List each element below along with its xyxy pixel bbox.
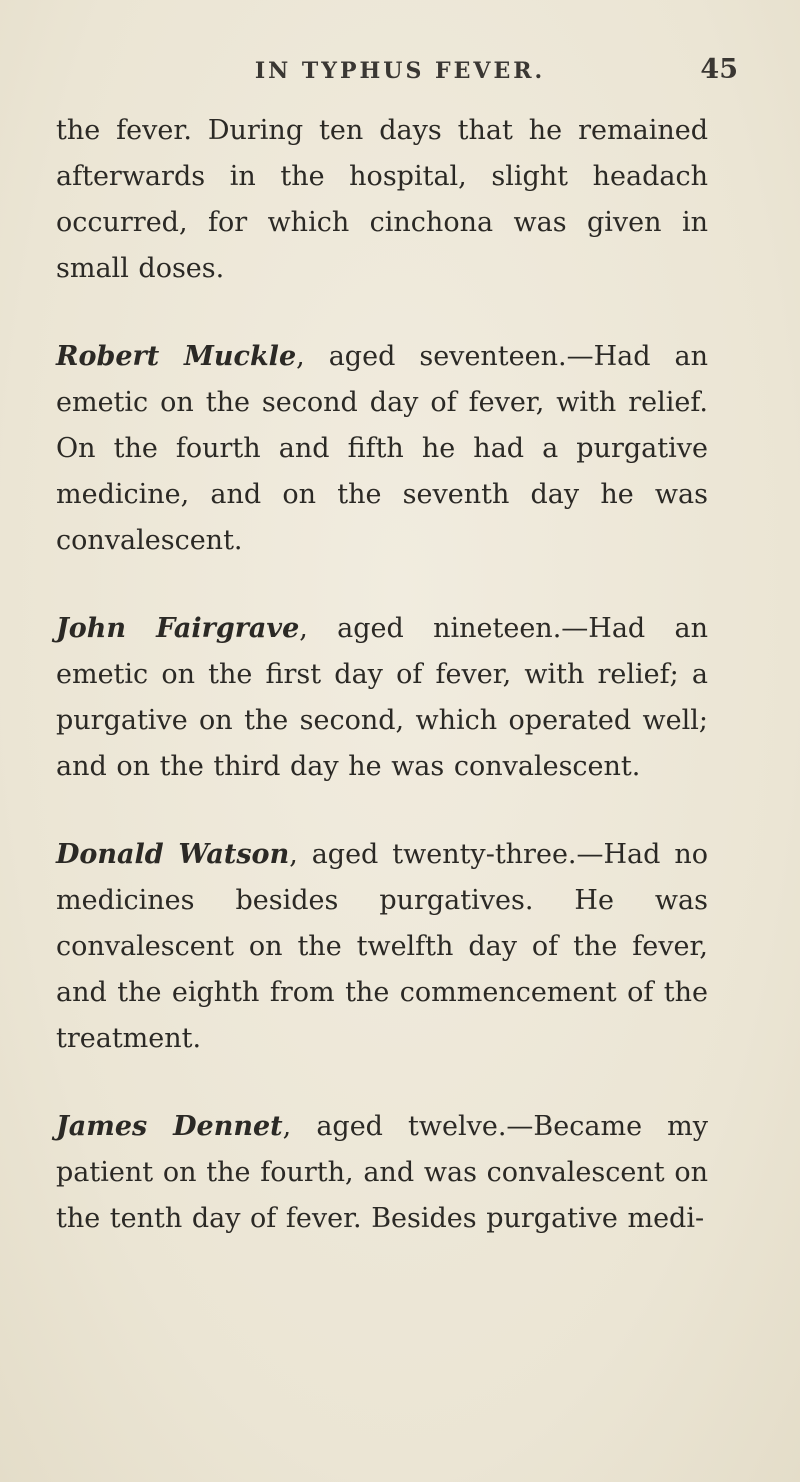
patient-name: James Dennet bbox=[56, 1111, 283, 1142]
paragraph-text: , aged nineteen.—Had an emetic on the first day of fever, with relief; a purgative on the second, which operated well; and on the third day he was convalescent. bbox=[56, 613, 708, 782]
patient-name: Donald Watson bbox=[56, 839, 290, 870]
paragraph-text: , aged seventeen.—Had an emetic on the second day of fever, with relief. On the fourth and fifth he had a purgative medicine, and on the seventh day he was convalescent. bbox=[56, 341, 708, 556]
paragraph-text: , aged twelve.—Became my patient on the fourth, and was convalescent on the tenth day of fever. Besides purgative medi- bbox=[56, 1111, 709, 1234]
case-james-dennet bbox=[56, 1104, 708, 1242]
running-title: IN TYPHUS FEVER. bbox=[254, 58, 546, 84]
case-john-fairgrave bbox=[56, 606, 708, 790]
case-robert-muckle bbox=[56, 334, 708, 564]
running-head bbox=[0, 54, 800, 98]
patient-name: Robert Muckle bbox=[56, 341, 297, 372]
paragraph-text: the fever. During ten days that he remained afterwards in the hospital, slight headach occurred, for which cinchona was given in small doses. bbox=[56, 115, 708, 284]
paragraph-text: , aged twenty-three.—Had no medicines besides purgatives. He was convalescent on the twelfth day of the fever, and the eighth from the commencement of the treatment. bbox=[56, 839, 708, 1054]
body-text bbox=[56, 108, 708, 1284]
case-donald-watson bbox=[56, 832, 708, 1062]
page-number: 45 bbox=[700, 54, 738, 85]
patient-name: John Fairgrave bbox=[56, 613, 300, 644]
paragraph-fever-continuation bbox=[56, 108, 708, 292]
